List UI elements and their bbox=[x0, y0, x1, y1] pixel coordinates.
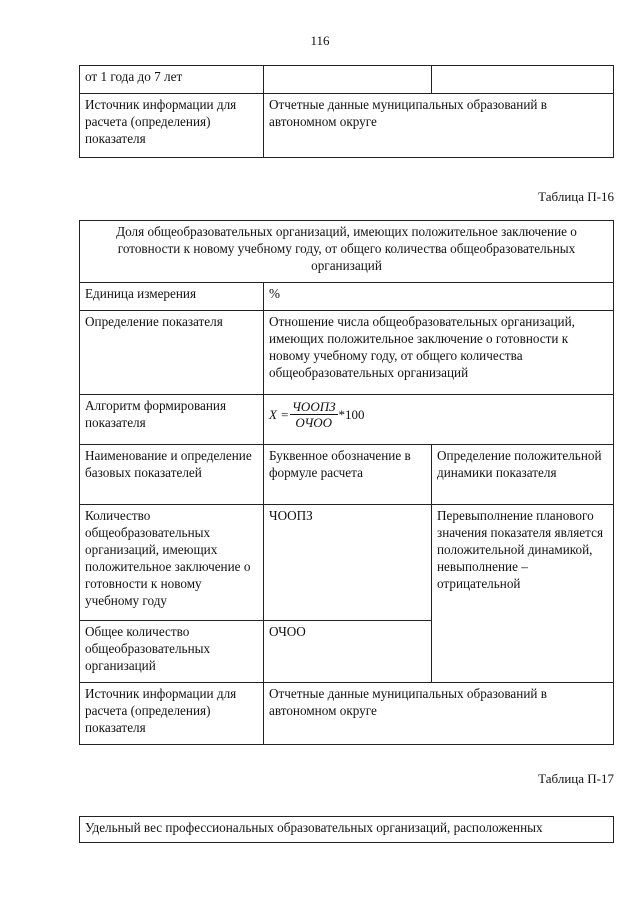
formula-denominator: ОЧОО bbox=[295, 415, 333, 430]
prev-table bbox=[79, 65, 614, 158]
source-label: Источник информации для расчета (определения) показателя bbox=[80, 683, 264, 745]
formula bbox=[269, 399, 608, 430]
algorithm-label: Алгоритм формирования показателя bbox=[80, 395, 264, 445]
formula-fraction bbox=[290, 399, 338, 430]
header-symbol: Буквенное обозначение в формуле расчета bbox=[264, 445, 432, 505]
table-row bbox=[80, 283, 614, 311]
empty-cell bbox=[264, 66, 432, 94]
age-range-cell: от 1 года до 7 лет bbox=[80, 66, 264, 94]
unit-value: % bbox=[264, 283, 614, 311]
page-number: 116 bbox=[310, 33, 330, 48]
base-indicator-symbol: ОЧОО bbox=[264, 621, 432, 683]
formula-multiplier: *100 bbox=[338, 407, 365, 422]
source-label: Источник информации для расчета (определения) показателя bbox=[80, 94, 264, 158]
empty-cell bbox=[432, 66, 614, 94]
dynamics-definition: Перевыполнение планового значения показателя является положительной динамикой, невыполнение – отрицательной bbox=[432, 505, 614, 683]
source-value: Отчетные данные муниципальных образований в автономном округе bbox=[264, 683, 614, 745]
formula-cell bbox=[264, 395, 614, 445]
definition-value: Отношение числа общеобразовательных организаций, имеющих положительное заключение о готовности к новому учебному году, от общего количества общеобразовательных организаций bbox=[264, 311, 614, 395]
table-title-row bbox=[80, 221, 614, 283]
header-dynamics: Определение положительной динамики показателя bbox=[432, 445, 614, 505]
table-row bbox=[80, 66, 614, 94]
table-title-row bbox=[80, 817, 614, 843]
base-indicator-symbol: ЧООПЗ bbox=[264, 505, 432, 621]
table-header-row bbox=[80, 445, 614, 505]
unit-label: Единица измерения bbox=[80, 283, 264, 311]
table-row bbox=[80, 395, 614, 445]
table-row bbox=[80, 94, 614, 158]
header-name: Наименование и определение базовых показателей bbox=[80, 445, 264, 505]
definition-label: Определение показателя bbox=[80, 311, 264, 395]
table-title: Доля общеобразовательных организаций, имеющих положительное заключение о готовности к новому учебному году, от общего количества общеобразовательных организаций bbox=[80, 221, 614, 283]
formula-lhs: X = bbox=[269, 407, 289, 422]
base-indicator-name: Общее количество общеобразовательных организаций bbox=[80, 621, 264, 683]
formula-numerator: ЧООПЗ bbox=[291, 399, 336, 414]
table-title: Удельный вес профессиональных образовательных организаций, расположенных bbox=[80, 817, 614, 843]
source-value: Отчетные данные муниципальных образований в автономном округе bbox=[264, 94, 614, 158]
table-row bbox=[80, 683, 614, 745]
base-indicator-name: Количество общеобразовательных организаций, имеющих положительное заключение о готовности к новому учебному году bbox=[80, 505, 264, 621]
table-caption: Таблица П-17 bbox=[538, 771, 614, 786]
table-row bbox=[80, 311, 614, 395]
table-p16 bbox=[79, 220, 614, 745]
table-caption: Таблица П-16 bbox=[538, 189, 614, 204]
table-p17 bbox=[79, 816, 614, 843]
table-row bbox=[80, 505, 614, 621]
